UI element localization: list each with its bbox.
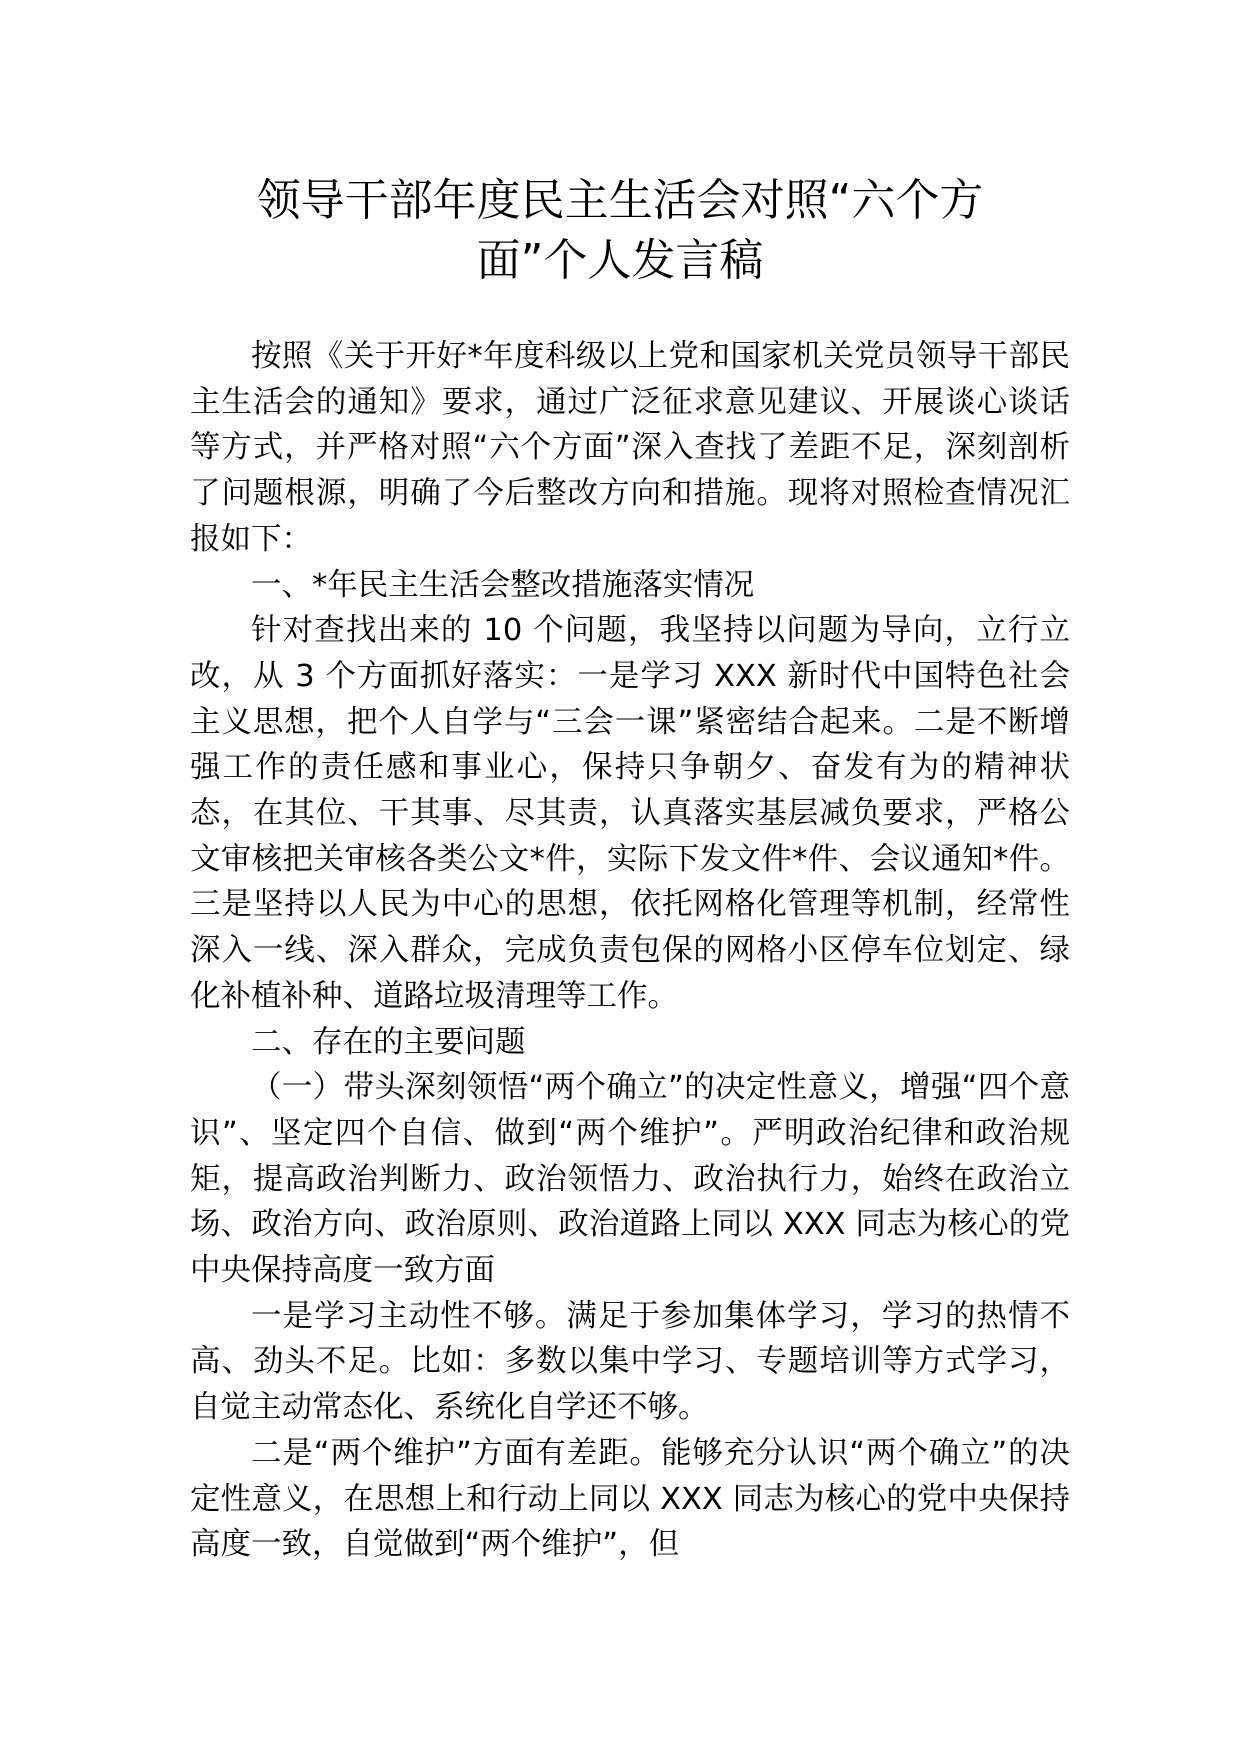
paragraph-problem-1: 一是学习主动性不够。满足于参加集体学习，学习的热情不高、劲头不足。比如：多数以集中学习、专题培训等方式学习，自觉主动常态化、系统化自学还不够。 (190, 1298, 1070, 1426)
paragraph-problem-2: 二是“两个维护”方面有差距。能够充分认识“两个确立”的决定性意义，在思想上和行动上同以 XXX 同志为核心的党中央保持高度一致，自觉做到“两个维护”，但 (190, 1435, 1070, 1563)
paragraph-rectification: 针对查找出来的 10 个问题，我坚持以问题为导向，立行立改，从 3 个方面抓好落实：一是学习 XXX 新时代中国特色社会主义思想，把个人自学与“三会一课”紧密结合起来。二是不断增强工作的责任感和事业心，保持只争朝夕、奋发有为的精神状态，在其位、干其事、尽其责，认真落实基层减负要求，严格公文审核把关审核各类公文*件，实际下发文件*件、会议通知*件。三是坚持以人民为中心的思想，依托网格化管理等机制，经常性深入一线、深入群众，完成负责包保的网格小区停车位划定、绿化补植补种、道路垃圾清理等工作。 (190, 613, 1070, 1014)
paragraph-intro: 按照《关于开好*年度科级以上党和国家机关党员领导干部民主生活会的通知》要求，通过广泛征求意见建议、开展谈心谈话等方式，并严格对照“六个方面”深入查找了差距不足，深刻剖析了问题根源，明确了今后整改方向和措施。现将对照检查情况汇报如下： (190, 339, 1070, 557)
document-body (190, 334, 1070, 1568)
subsection-heading-1: （一）带头深刻领悟“两个确立”的决定性意义，增强“四个意识”、坚定四个自信、做到“两个维护”。严明政治纪律和政治规矩，提高政治判断力、政治领悟力、政治执行力，始终在政治立场、政治方向、政治原则、政治道路上同以 XXX 同志为核心的党中央保持高度一致方面 (190, 1070, 1070, 1289)
section-heading-1: 一、*年民主生活会整改措施落实情况 (251, 567, 755, 603)
document-title-line-1: 领导干部年度民主生活会对照“六个方 (256, 175, 984, 226)
document-title-line-2: 面”个人发言稿 (476, 235, 764, 286)
section-heading-2: 二、存在的主要问题 (251, 1024, 526, 1060)
